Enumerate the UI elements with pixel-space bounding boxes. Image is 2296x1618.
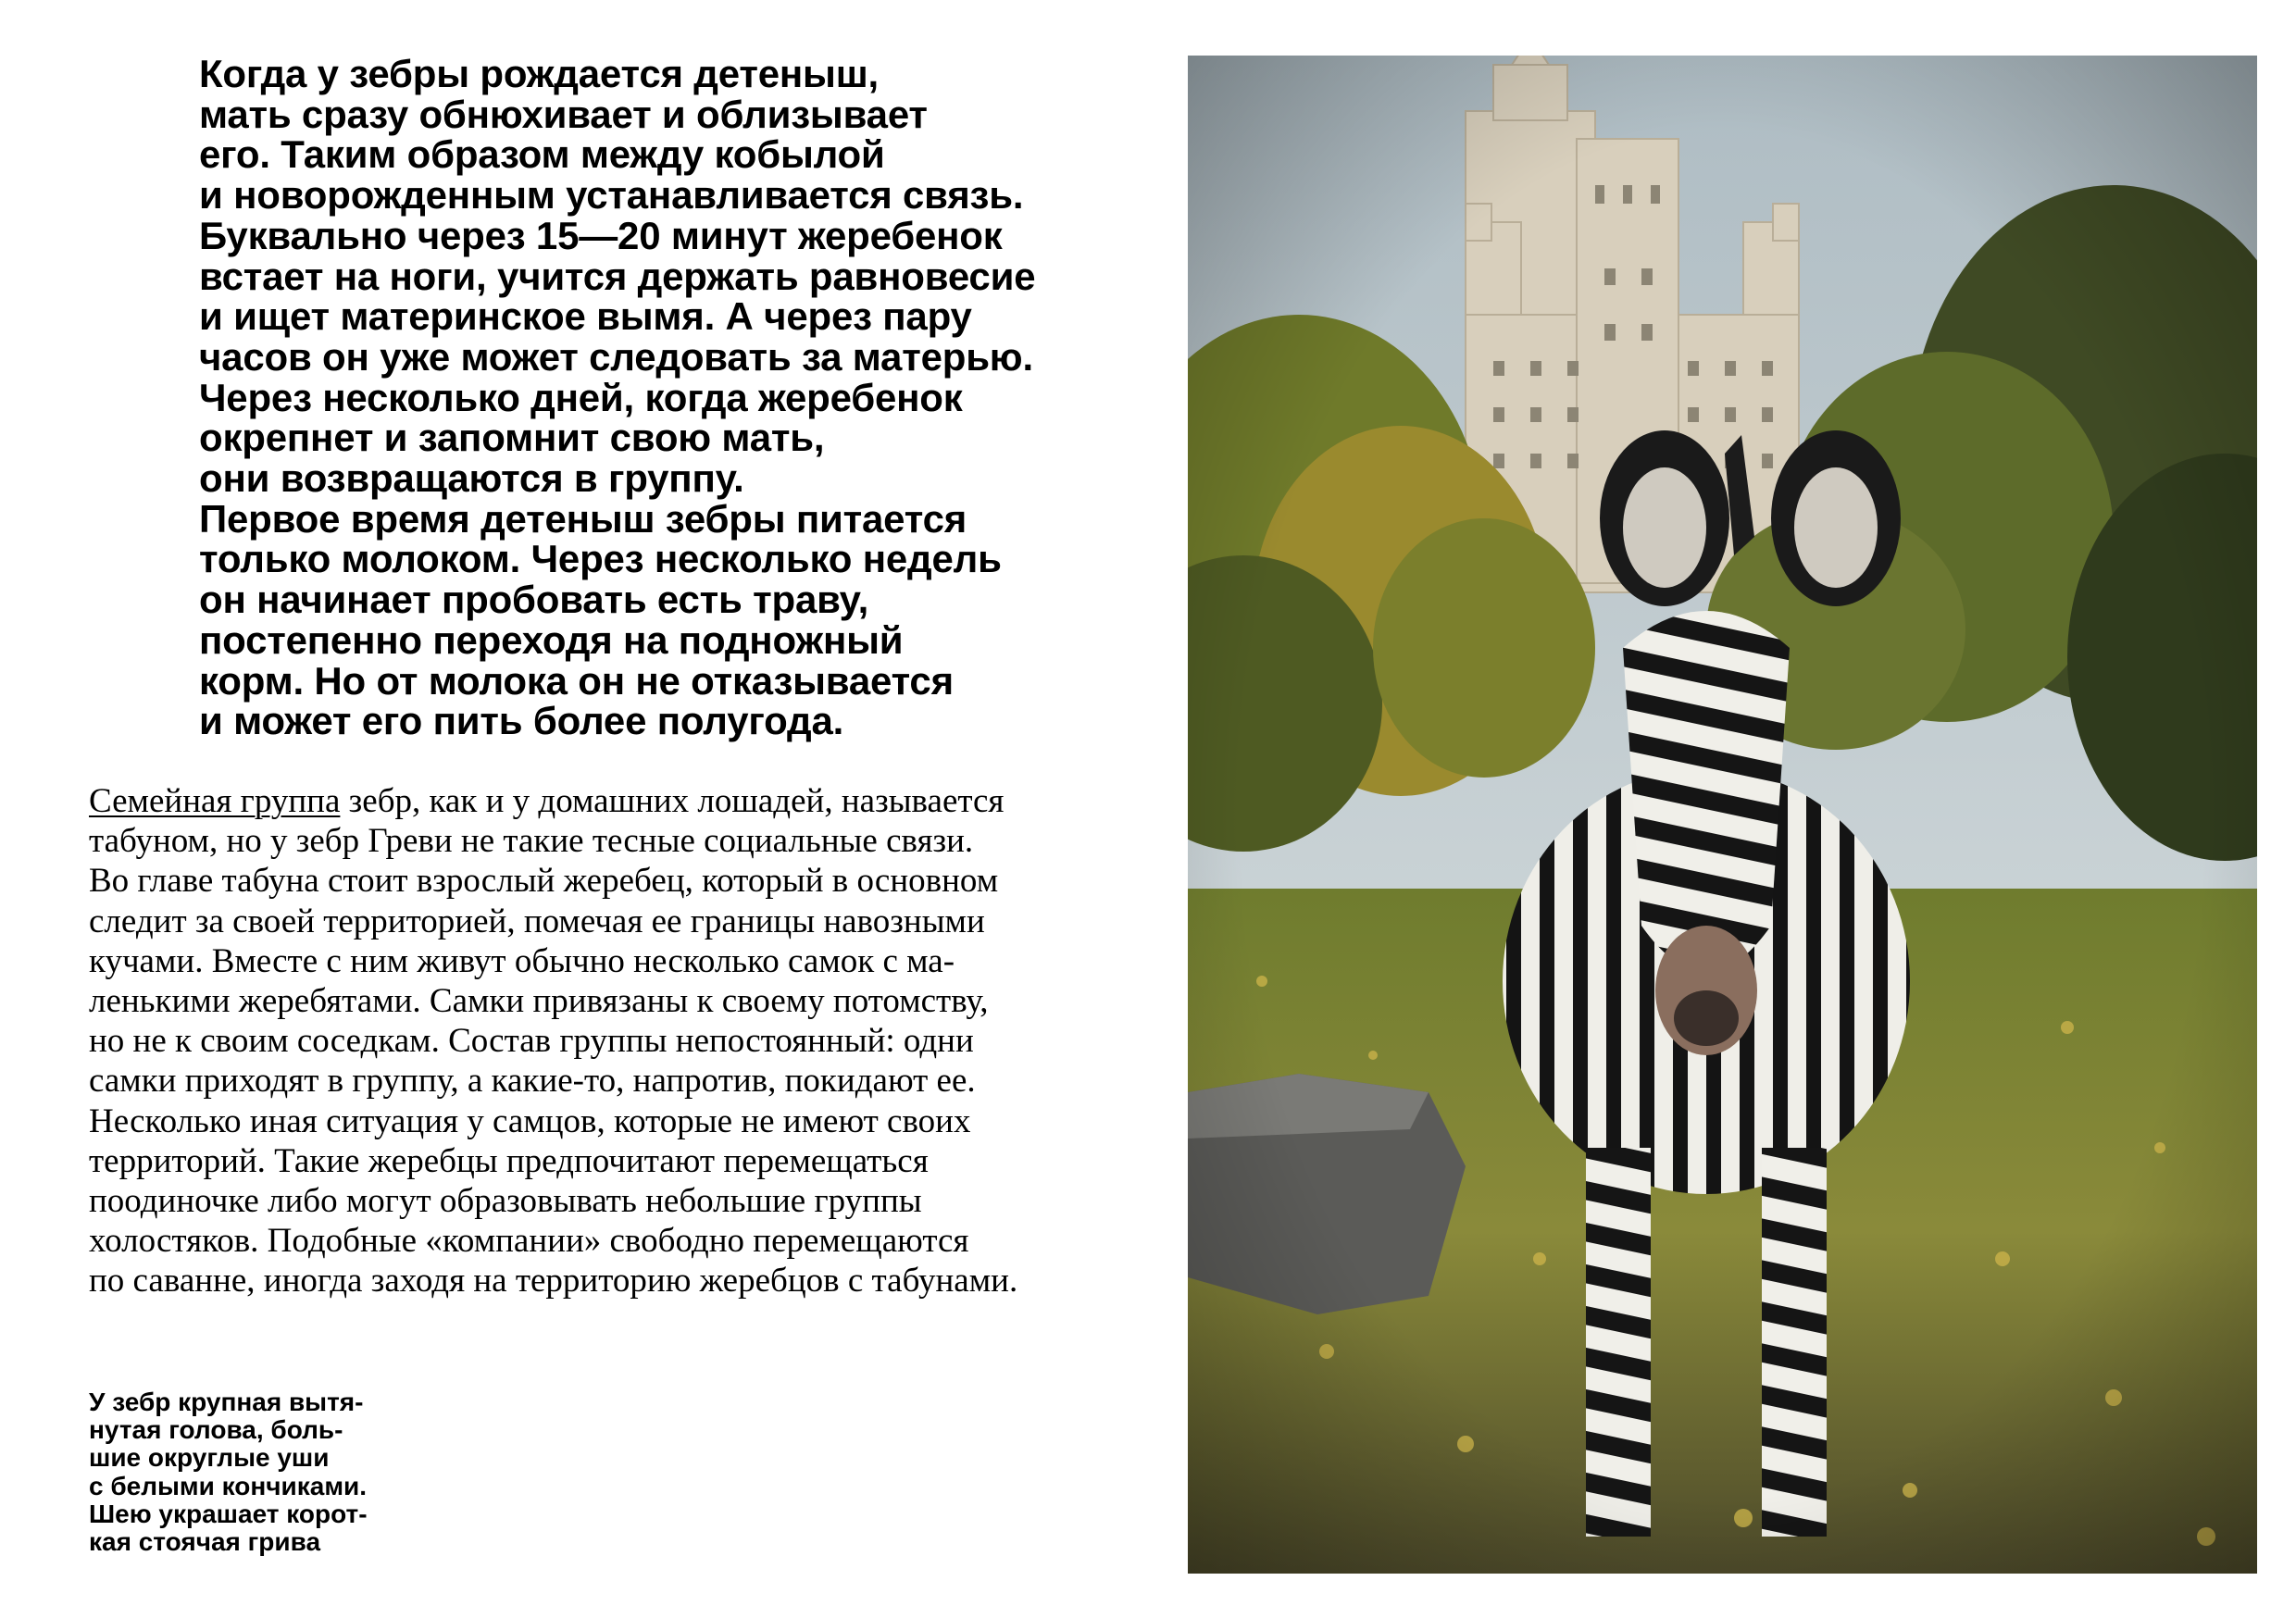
caption-line: с белыми кончиками. [89, 1471, 368, 1500]
lead-line: они возвращаются в группу. [199, 456, 744, 501]
lead-line: часов он уже может следовать за матерью. [199, 334, 1033, 379]
body-line: но не к своим соседкам. Состав группы непостоянный: одни [89, 1022, 974, 1061]
body-line: самки приходят в группу, а какие-то, напротив, покидают ее. [89, 1062, 976, 1101]
caption-line: нутая голова, боль- [89, 1415, 343, 1445]
body-line: холостяков. Подобные «компании» свободно перемещаются [89, 1222, 969, 1261]
lead-line: и ищет материнское вымя. А через пару [199, 294, 972, 339]
body-line: табуном, но у зебр Греви не такие тесные социальные связи. [89, 822, 974, 861]
body-line: кучами. Вместе с ним живут обычно несколько самок с ма- [89, 941, 955, 980]
zebra-photo-illustration [1188, 56, 2257, 1574]
body-line: ленькими жеребятами. Самки привязаны к своему потомству, [89, 982, 989, 1021]
lead-line: он начинает пробовать есть траву, [199, 578, 869, 622]
lead-line: Через несколько дней, когда жеребенок [199, 375, 963, 419]
lead-line: его. Таким образом между кобылой [199, 132, 885, 177]
vignette [1188, 56, 2257, 1574]
lead-line: Когда у зебры рождается детеныш, [199, 52, 879, 95]
body-line [89, 781, 1163, 821]
lead-line: и новорожденным устанавливается связь. [199, 173, 1024, 218]
body-line: поодиночке либо могут образовывать небольшие группы [89, 1182, 922, 1221]
lead-line: Первое время детеныш зебры питается [199, 496, 967, 541]
lead-paragraph [199, 54, 1180, 741]
body-line: по саванне, иногда заходя на территорию жеребцов с табунами. [89, 1262, 1018, 1301]
underlined-term: Семейная группа [89, 782, 341, 820]
body-line: территорий. Такие жеребцы предпочитают перемещаться [89, 1141, 929, 1180]
body-line: Во главе табуна стоит взрослый жеребец, который в основном [89, 862, 999, 901]
caption-line: кая стоячая грива [89, 1527, 321, 1557]
lead-line: постепенно переходя на подножный [199, 617, 904, 662]
body-line: Несколько иная ситуация у самцов, которые не имеют своих [89, 1101, 971, 1140]
lead-line: и может его пить более полугода. [199, 699, 844, 743]
lead-line: окрепнет и запомнит свою мать, [199, 416, 825, 460]
lead-line: только молоком. Через несколько недель [199, 537, 1002, 581]
body-line-rest: зебр, как и у домашних лошадей, называется [340, 782, 1004, 820]
zebra-photo [1188, 56, 2257, 1574]
lead-line: корм. Но от молока он не отказывается [199, 658, 954, 703]
body-line: следит за своей территорией, помечая ее границы навозными [89, 902, 985, 940]
lead-line: встает на ноги, учится держать равновесие [199, 254, 1036, 298]
photo-caption [89, 1388, 478, 1556]
caption-line: шие округлые уши [89, 1443, 330, 1473]
caption-line: У зебр крупная вытя- [89, 1388, 364, 1416]
body-paragraph [89, 781, 1163, 1301]
lead-line: мать сразу обнюхивает и облизывает [199, 92, 928, 136]
caption-line: Шею украшает корот- [89, 1499, 368, 1528]
lead-line: Буквально через 15—20 минут жеребенок [199, 213, 1003, 257]
